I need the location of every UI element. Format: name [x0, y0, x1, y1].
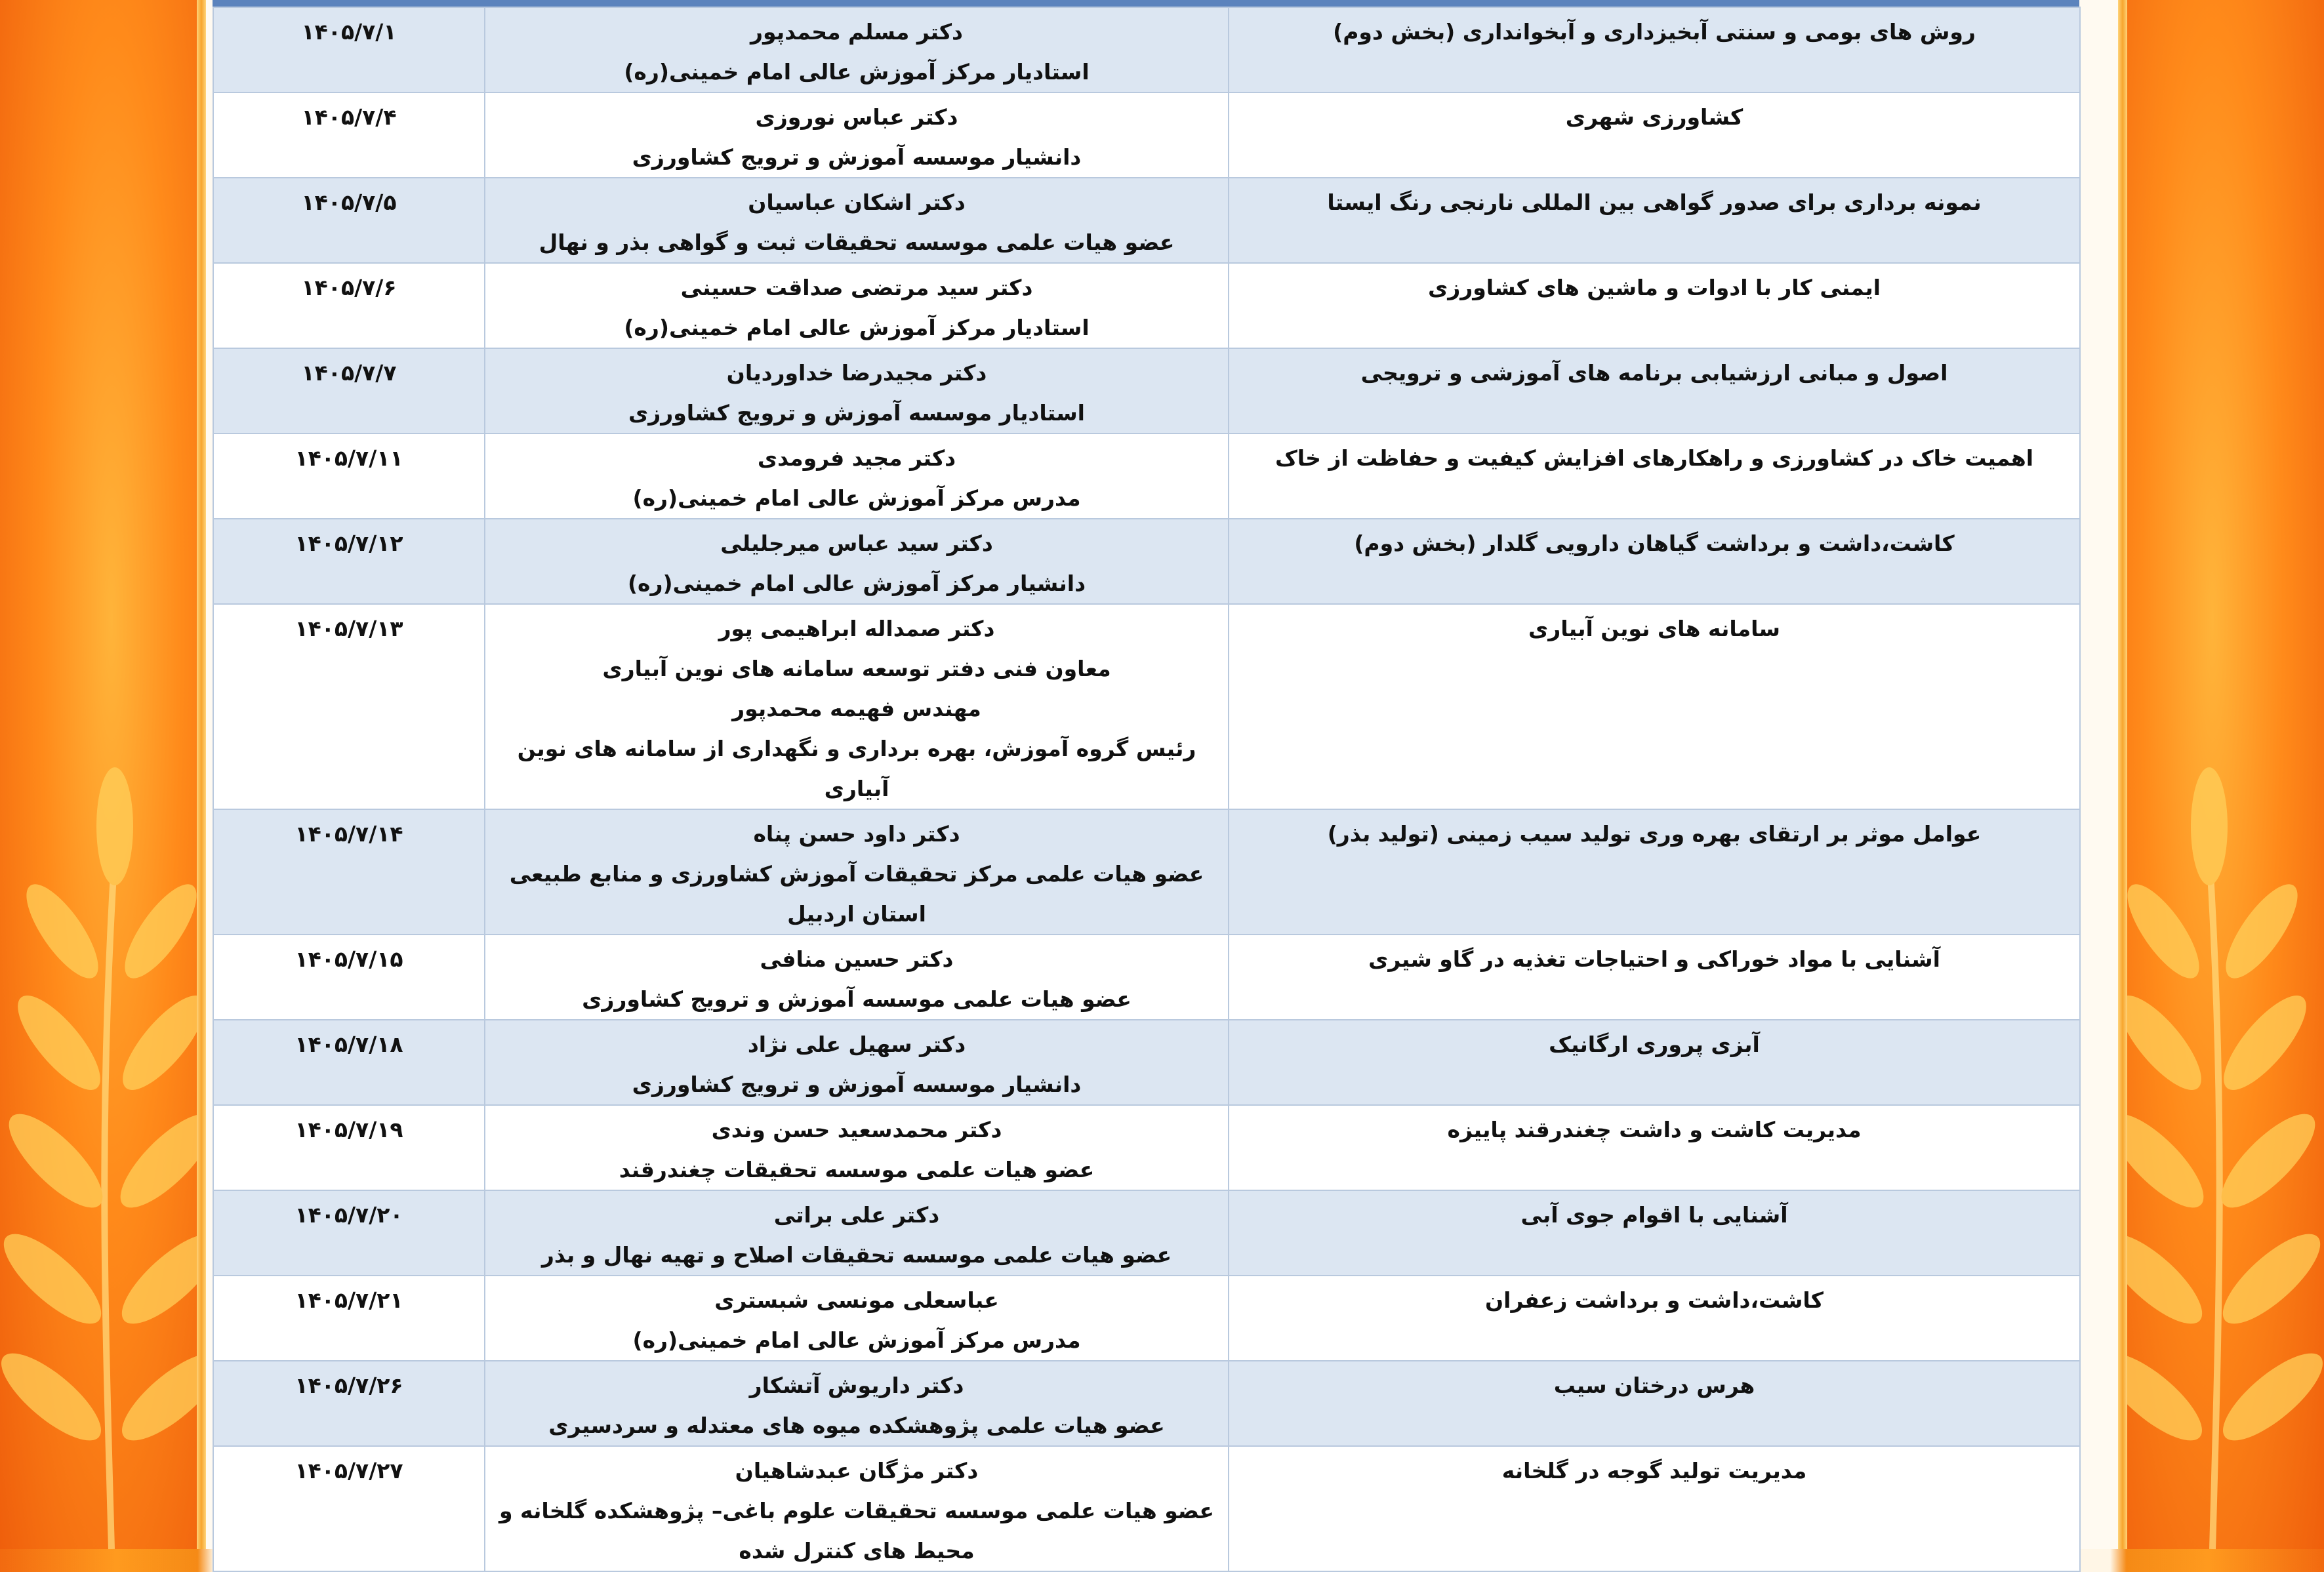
schedule-body [213, 7, 2080, 1571]
date-cell: ۱۴۰۵/۷/۲۷ [213, 1446, 485, 1571]
teacher-line: دکتر صمداله ابراهیمی پور [718, 616, 995, 641]
teacher-cell [485, 1361, 1229, 1446]
topic-cell: نمونه برداری برای صدور گواهی بین المللی نارنجی رنگ ایستا [1229, 178, 2080, 263]
date-cell: ۱۴۰۵/۷/۷ [213, 348, 485, 433]
teacher-cell [485, 7, 1229, 92]
teacher-line: محیط های کنترل شده [739, 1538, 975, 1563]
teacher-line: استان اردبیل [787, 901, 926, 927]
teacher-line: معاون فنی دفتر توسعه سامانه های نوین آبیاری [602, 656, 1111, 681]
teacher-line: دکتر سهیل علی نژاد [747, 1032, 966, 1057]
teacher-line: استادیار مرکز آموزش عالی امام خمینی(ره) [624, 315, 1090, 340]
teacher-line: عضو هیات علمی موسسه تحقیقات ثبت و گواهی بذر و نهال [539, 230, 1175, 255]
teacher-line: استادیار مرکز آموزش عالی امام خمینی(ره) [624, 59, 1090, 85]
teacher-cell [485, 809, 1229, 935]
table-row [213, 433, 2080, 519]
course-schedule-table [213, 7, 2081, 1572]
topic-cell: آبزی پروری ارگانیک [1229, 1020, 2080, 1105]
topic-cell: کشاورزی شهری [1229, 92, 2080, 178]
table-row [213, 1276, 2080, 1361]
table-row [213, 604, 2080, 809]
table-row [213, 7, 2080, 92]
teacher-line: عضو هیات علمی موسسه تحقیقات علوم باغی– پژوهشکده گلخانه و [499, 1498, 1214, 1523]
teacher-line: مدرس مرکز آموزش عالی امام خمینی(ره) [632, 1327, 1081, 1353]
teacher-line: دکتر سید مرتضی صداقت حسینی [680, 275, 1033, 300]
topic-cell: کاشت،داشت و برداشت گیاهان دارویی گلدار (بخش دوم) [1229, 519, 2080, 604]
topic-cell: مدیریت تولید گوجه در گلخانه [1229, 1446, 2080, 1571]
teacher-line: دکتر مجید فرومدی [757, 445, 956, 471]
topic-cell: سامانه های نوین آبیاری [1229, 604, 2080, 809]
table-row [213, 263, 2080, 348]
teacher-line: عضو هیات علمی موسسه تحقیقات چغندرقند [619, 1157, 1095, 1182]
teacher-cell [485, 1020, 1229, 1105]
date-cell: ۱۴۰۵/۷/۵ [213, 178, 485, 263]
teacher-line: عضو هیات علمی مرکز تحقیقات آموزش کشاورزی و منابع طبیعی [509, 861, 1204, 887]
table-row [213, 178, 2080, 263]
topic-cell: اهمیت خاک در کشاورزی و راهکارهای افزایش کیفیت و حفاظت از خاک [1229, 433, 2080, 519]
left-decorative-border [0, 0, 223, 1549]
wheat-sprig-icon [0, 0, 223, 1549]
teacher-cell [485, 1105, 1229, 1190]
table-row [213, 1105, 2080, 1190]
teacher-line: دکتر اشکان عباسیان [748, 190, 966, 215]
teacher-line: دکتر مجیدرضا خداوردیان [726, 360, 987, 386]
topic-cell: عوامل موثر بر ارتقای بهره وری تولید سیب زمینی (تولید بذر) [1229, 809, 2080, 935]
date-cell: ۱۴۰۵/۷/۲۶ [213, 1361, 485, 1446]
table-row [213, 1020, 2080, 1105]
teacher-line: عضو هیات علمی موسسه تحقیقات اصلاح و تهیه نهال و بذر [541, 1242, 1172, 1268]
table-row [213, 809, 2080, 935]
topic-cell: هرس درختان سیب [1229, 1361, 2080, 1446]
date-cell: ۱۴۰۵/۷/۱۱ [213, 433, 485, 519]
teacher-cell [485, 178, 1229, 263]
teacher-line: دکتر حسین منافی [760, 946, 954, 972]
teacher-line: دکتر داریوش آتشکار [749, 1373, 964, 1398]
topic-cell: اصول و مبانی ارزشیابی برنامه های آموزشی و ترویجی [1229, 348, 2080, 433]
wheat-sprig-icon [2101, 0, 2324, 1549]
teacher-line: آبیاری [824, 776, 889, 801]
teacher-line: دکتر علی براتی [773, 1202, 940, 1228]
teacher-line: دکتر محمدسعید حسن وندی [711, 1117, 1002, 1142]
teacher-line: دکتر مژگان عبدشاهیان [735, 1458, 979, 1483]
teacher-cell [485, 519, 1229, 604]
teacher-line: دانشیار موسسه آموزش و ترویج کشاورزی [632, 1072, 1082, 1097]
table-row [213, 1446, 2080, 1571]
teacher-cell [485, 263, 1229, 348]
teacher-cell [485, 604, 1229, 809]
date-cell: ۱۴۰۵/۷/۱۸ [213, 1020, 485, 1105]
date-cell: ۱۴۰۵/۷/۶ [213, 263, 485, 348]
topic-cell: کاشت،داشت و برداشت زعفران [1229, 1276, 2080, 1361]
teacher-line: دانشیار مرکز آموزش عالی امام خمینی(ره) [627, 571, 1086, 596]
teacher-cell [485, 433, 1229, 519]
teacher-line: دکتر داود حسن پناه [753, 821, 960, 847]
date-cell: ۱۴۰۵/۷/۴ [213, 92, 485, 178]
table-row [213, 92, 2080, 178]
table-row [213, 1190, 2080, 1276]
right-decorative-border [2101, 0, 2324, 1549]
teacher-cell [485, 348, 1229, 433]
date-cell: ۱۴۰۵/۷/۱۳ [213, 604, 485, 809]
teacher-cell [485, 935, 1229, 1020]
teacher-line: رئیس گروه آموزش، بهره برداری و نگهداری از سامانه های نوین [517, 736, 1196, 761]
teacher-cell [485, 92, 1229, 178]
date-cell: ۱۴۰۵/۷/۱۵ [213, 935, 485, 1020]
teacher-line: استادیار موسسه آموزش و ترویج کشاورزی [628, 400, 1085, 426]
teacher-line: عضو هیات علمی پژوهشکده میوه های معتدله و سردسیری [548, 1413, 1165, 1438]
teacher-line: دکتر عباس نوروزی [755, 104, 958, 130]
table-row [213, 348, 2080, 433]
topic-cell: ایمنی کار با ادوات و ماشین های کشاورزی [1229, 263, 2080, 348]
topic-cell: آشنایی با اقوام جوی آبی [1229, 1190, 2080, 1276]
topic-cell: آشنایی با مواد خوراکی و احتیاجات تغذیه در گاو شیری [1229, 935, 2080, 1020]
teacher-line: عباسعلی مونسی شبستری [714, 1287, 999, 1313]
teacher-line: دکتر مسلم محمدپور [750, 19, 963, 45]
teacher-cell [485, 1190, 1229, 1276]
topic-cell: مدیریت کاشت و داشت چغندرقند پاییزه [1229, 1105, 2080, 1190]
teacher-line: مدرس مرکز آموزش عالی امام خمینی(ره) [632, 485, 1081, 511]
date-cell: ۱۴۰۵/۷/۱۴ [213, 809, 485, 935]
right-frame-bar [2118, 0, 2127, 1549]
table-header-rule [213, 0, 2079, 7]
teacher-line: دانشیار موسسه آموزش و ترویج کشاورزی [632, 144, 1082, 170]
left-frame-bar [197, 0, 206, 1549]
date-cell: ۱۴۰۵/۷/۲۰ [213, 1190, 485, 1276]
date-cell: ۱۴۰۵/۷/۲۱ [213, 1276, 485, 1361]
topic-cell: روش های بومی و سنتی آبخیزداری و آبخوانداری (بخش دوم) [1229, 7, 2080, 92]
table-row [213, 519, 2080, 604]
date-cell: ۱۴۰۵/۷/۱۹ [213, 1105, 485, 1190]
table-row [213, 935, 2080, 1020]
teacher-line: دکتر سید عباس میرجلیلی [720, 531, 993, 556]
table-row [213, 1361, 2080, 1446]
teacher-line: مهندس فهیمه محمدپور [732, 696, 981, 721]
date-cell: ۱۴۰۵/۷/۱ [213, 7, 485, 92]
teacher-cell [485, 1446, 1229, 1571]
teacher-line: عضو هیات علمی موسسه آموزش و ترویج کشاورزی [582, 986, 1131, 1012]
date-cell: ۱۴۰۵/۷/۱۲ [213, 519, 485, 604]
teacher-cell [485, 1276, 1229, 1361]
